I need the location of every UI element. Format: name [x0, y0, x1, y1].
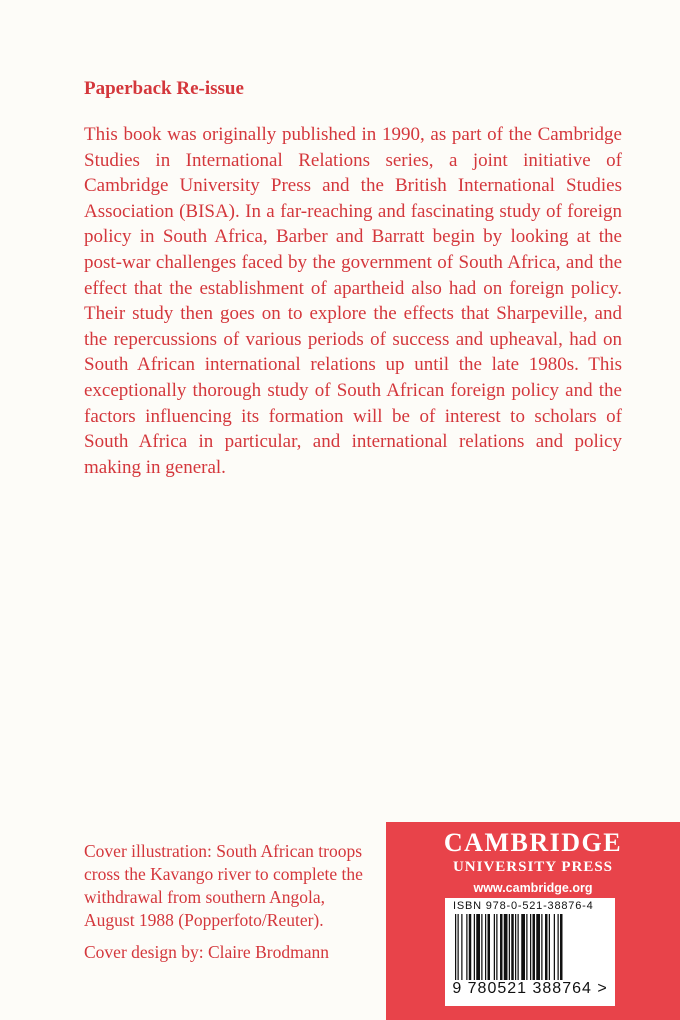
ean-number: 9 780521 388764 > [452, 980, 608, 997]
barcode-bars-icon [455, 914, 605, 980]
cover-design-credit: Cover design by: Claire Brodmann [84, 942, 329, 962]
publisher-url: www.cambridge.org [473, 881, 593, 895]
publisher-name: CAMBRIDGE [443, 828, 623, 857]
cover-illustration-credit: Cover illustration: South African troops cross the Kavango river to complete the withdrawal from southern Angola, August 1988 (Popperfoto/Reuter). [84, 841, 363, 930]
book-description: This book was originally published in 1990, as part of the Cambridge Studies in International Relations series, a joint initiative of Cambridge University Press and the British International Studies Association (BISA). In a far-reaching and fascinating study of foreign policy in South Africa, Barber and Barratt begin by looking at the post-war challenges faced by the government of South Africa, and the effect that the establishment of apartheid also had on foreign policy. Their study then goes on to explore the effects that Sharpeville, and the repercussions of various periods of success and upheaval, had on South African international relations up until the late 1980s. This exceptionally thorough study of South African foreign policy and the factors influencing its formation will be of interest to scholars of South Africa in particular, and international relations and policy making in general. [84, 124, 622, 478]
heading-paperback-reissue: Paperback Re-issue [84, 78, 244, 99]
isbn-label: ISBN 978-0-521-38876-4 [453, 900, 594, 912]
publisher-subname: UNIVERSITY PRESS [452, 859, 614, 875]
cover-credits [84, 840, 374, 964]
barcode [445, 898, 615, 1006]
publisher-logo [386, 828, 680, 896]
publisher-block [386, 822, 680, 1020]
